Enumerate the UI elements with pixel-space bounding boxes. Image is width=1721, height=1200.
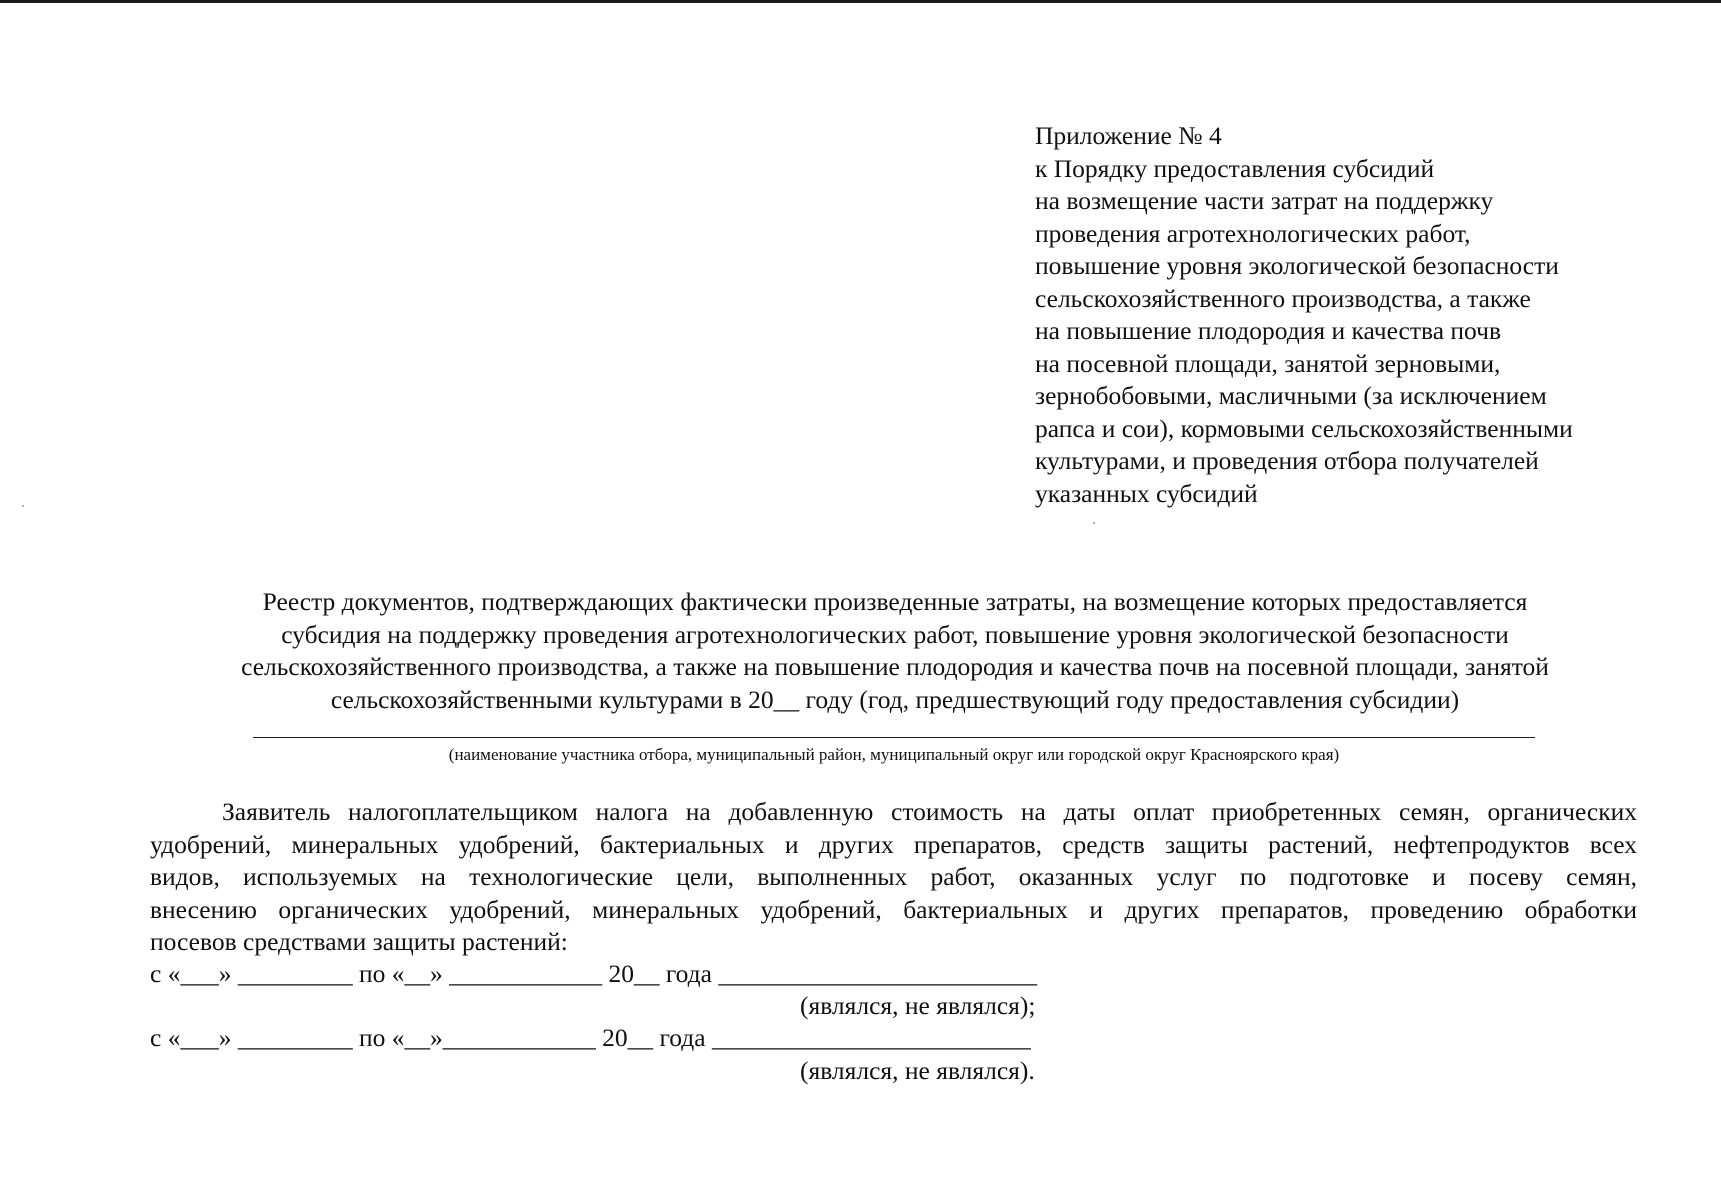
appendix-line: на возмещение части затрат на поддержку — [1035, 186, 1494, 215]
status-note-1: (являлся, не являлся); — [800, 991, 1036, 1020]
scan-speck — [22, 505, 24, 507]
declaration-line: удобрений, минеральных удобрений, бактериальных и других препаратов, средств защиты растений, нефтепродуктов всех — [150, 829, 1637, 859]
declaration-line: посевов средствами защиты растений: — [150, 927, 568, 956]
registry-title-line: Реестр документов, подтверждающих фактически произведенные затраты, на возмещение которых предоставляется — [262, 587, 1528, 616]
declaration-paragraph — [150, 796, 1637, 959]
appendix-header — [1035, 120, 1695, 510]
appendix-line: к Порядку предоставления субсидий — [1035, 153, 1435, 183]
appendix-line: сельскохозяйственного производства, а также — [1035, 283, 1531, 313]
participant-caption: (наименование участника отбора, муниципальный район, муниципальный округ или городской округ Красноярского края) — [448, 745, 1340, 764]
appendix-line: указанных субсидий — [1035, 478, 1258, 508]
registry-title-line: сельскохозяйственного производства, а также на повышение плодородия и качества почв на посевной площади, занятой — [241, 652, 1549, 681]
appendix-line: рапса и сои), кормовыми сельскохозяйственными — [1035, 413, 1573, 443]
appendix-line: зернобобовыми, масличными (за исключением — [1035, 381, 1547, 410]
registry-title-line: сельскохозяйственными культурами в 20__ году (год, предшествующий году предоставления субсидии) — [330, 684, 1460, 714]
appendix-line: на повышение плодородия и качества почв — [1035, 316, 1502, 345]
declaration-line: внесению органических удобрений, минеральных удобрений, бактериальных и других препаратов, проведению обработки — [150, 894, 1637, 924]
declaration-line: Заявитель налогоплательщиком налога на добавленную стоимость на даты оплат приобретенных семян, органических — [222, 797, 1637, 826]
status-note-2: (являлся, не являлся). — [800, 1056, 1035, 1085]
appendix-line: на посевной площади, занятой зерновыми, — [1035, 348, 1501, 378]
scan-edge — [0, 0, 1721, 3]
declaration-line: видов, используемых на технологические цели, выполненных работ, оказанных услуг по подготовке и посеву семян, — [150, 862, 1637, 891]
appendix-line: проведения агротехнологических работ, — [1035, 218, 1471, 248]
appendix-line: Приложение № 4 — [1035, 121, 1222, 150]
period-row-2: с «___» _________ по «__»____________ 20__ года _________________________ — [150, 1023, 1031, 1052]
scan-speck — [1093, 522, 1095, 524]
appendix-line: повышение уровня экологической безопасности — [1035, 251, 1559, 280]
period-row-1: с «___» _________ по «__» ____________ 20__ года _________________________ — [150, 959, 1038, 988]
registry-title — [150, 586, 1640, 716]
participant-name-line — [253, 737, 1535, 738]
registry-title-line: субсидия на поддержку проведения агротехнологических работ, повышение уровня экологической безопасности — [281, 619, 1509, 649]
appendix-line: культурами, и проведения отбора получателей — [1035, 446, 1539, 475]
